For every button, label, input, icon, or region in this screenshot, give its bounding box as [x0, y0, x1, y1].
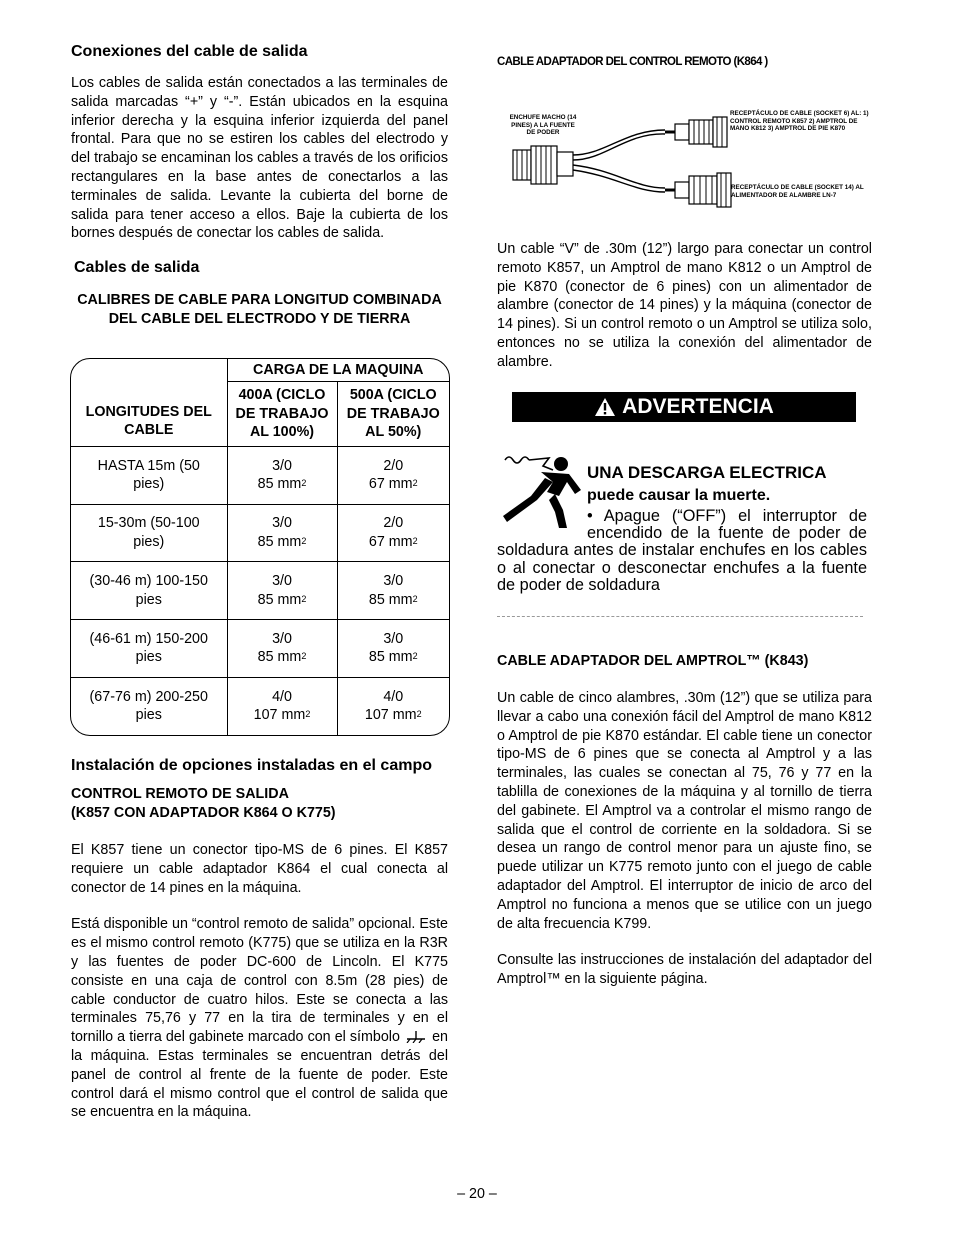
cell-mm: 85 mm	[368, 649, 413, 666]
paragraph-amptrol-adapter: Un cable de cinco alambres, .30m (12”) que se utiliza para llevar a cabo una conexión fácil del Amptrol de mano K812 o Amptrol de pie K870 estándar. El cable tiene un conector tipo-MS de 6 pines que se conecta al Amptrol y a las terminales, las cuales se conectan al 75, 76 y 77 en la tablilla de conexiones de la máquina y al tornillo de tierra del gabinete. El Amptrol va a controlar el mismo rango de salida que el control de corriente en la soldadora. Si se desea un rango de control menor para un ajuste fino, se puede utilizar un K775 remoto junto con el juego de cable adaptador del Amptrol. El interruptor de inicio de arco del Amptrol no funciona a menos que se utilice con un juego de alta frecuencia K799.	[497, 690, 872, 932]
paragraph-k857: El K857 tiene un conector tipo-MS de 6 pines. El K857 requiere un cable adaptador K864 el cual conecta al conector de 14 pines en la máquina.	[71, 842, 448, 896]
cell-mm: 85 mm	[257, 649, 302, 666]
diagram-title: CABLE ADAPTADOR DEL CONTROL REMOTO (K864 )	[497, 56, 768, 68]
paragraph-k775	[71, 915, 448, 1122]
table-row	[71, 620, 449, 678]
section-title-field-options: Instalación de opciones instaladas en el campo	[71, 757, 432, 774]
left-column	[71, 40, 448, 329]
warning-subheading: puede causar la muerte.	[587, 487, 771, 504]
table-header-cable-length	[71, 359, 227, 447]
superscript: 2	[412, 536, 418, 547]
cell-length	[71, 620, 227, 678]
paragraph-output-cable-connections: Los cables de salida están conectados a las terminales de salida marcadas “+” y “-”. Están ubicados en la esquina inferior derecha y la esquina inferior izquierda del panel frontal. Para que no se estiren los cables del electrodo y del trabajo se encaminan los cables a través de los orificios rectangulares en la base antes de conectarlos a las terminales de salida. Levante la cubierta del borne de salida para tener acceso a ellos. Baje la cubierta de los bornes después de conectar los cables de salida.	[71, 75, 448, 242]
subtitle-k857-adapter: (K857 CON ADAPTADOR K864 O K775)	[71, 805, 336, 821]
superscript: 2	[301, 651, 307, 662]
cell-length-text: (30-46 m) 100-150 pies	[89, 573, 208, 608]
table-header-machine-load: CARGA DE LA MAQUINA	[227, 359, 449, 382]
section-title-output-cables: Cables de salida	[74, 259, 200, 277]
cell-mm: 85 mm	[257, 591, 302, 608]
cell-mm: 67 mm	[368, 534, 413, 551]
label-socket-14: RECEPTÁCULO DE CABLE (SOCKET 14) AL ALIMENTADOR DE ALAMBRE LN-7	[731, 184, 864, 199]
cell-mm: 85 mm	[368, 591, 413, 608]
warning-bullet-text: • Apague (“OFF”) el interruptor de encendido de la fuente de poder de soldadura antes de instalar enchufes en los cables o al conectar o desconectar enchufes a la fuente de poder de soldadura	[497, 507, 867, 594]
k864-adapter-diagram	[505, 100, 875, 220]
cable-size-table-frame	[70, 358, 450, 736]
superscript: 2	[301, 478, 307, 489]
cell-mm: 85 mm	[257, 476, 302, 493]
warning-bullet	[497, 508, 867, 594]
cell-500a	[337, 620, 449, 678]
cell-length	[71, 447, 227, 505]
right-column-amptrol	[497, 652, 872, 989]
cell-gauge: 2/0	[383, 515, 404, 532]
cell-mm: 85 mm	[257, 534, 302, 551]
cell-length-text: (46-61 m) 150-200 pies	[89, 630, 208, 666]
cell-gauge: 4/0	[383, 688, 404, 705]
superscript: 2	[416, 709, 422, 720]
divider	[497, 616, 863, 617]
table-header-500a: 500A (CICLO DE TRABAJO AL 50%)	[337, 382, 449, 447]
table-row	[71, 562, 449, 620]
superscript: 2	[305, 709, 311, 720]
cable-size-table	[71, 359, 449, 735]
cell-400a	[227, 677, 337, 735]
warning-heading: UNA DESCARGA ELECTRICA	[587, 463, 827, 482]
right-column-vcable	[497, 240, 872, 372]
label-male-plug: ENCHUFE MACHO (14 PINES) A LA FUENTE DE PODER	[509, 114, 577, 136]
warning-banner-label: ADVERTENCIA	[622, 395, 774, 418]
table-row	[71, 447, 449, 505]
cell-gauge: 3/0	[272, 515, 292, 532]
cell-500a	[337, 504, 449, 562]
page-number: – 20 –	[457, 1186, 497, 1202]
table-caption: CALIBRES DE CABLE PARA LONGITUD COMBINADA DEL CABLE DEL ELECTRODO Y DE TIERRA	[77, 292, 442, 328]
cell-gauge: 3/0	[272, 457, 292, 474]
superscript: 2	[412, 651, 418, 662]
label-socket-6: RECEPTÁCULO DE CABLE (SOCKET 6) AL: 1) CONTROL REMOTO K857 2) AMPTROL DE MANO K812 3) AMPTROL DE PIE K870	[730, 110, 869, 132]
male-plug-14-pin	[513, 146, 573, 184]
cell-gauge: 3/0	[272, 573, 292, 590]
superscript: 2	[412, 593, 418, 604]
paragraph-k775-part1: Está disponible un “control remoto de salida” opcional. Este es el mismo control remoto (K775) que se utiliza en la R3R y las fuentes de poder DC-600 de Lincoln. El K775 consiste en una caja de control con 8.5m (28 pies) de cable conductor de cuatro hilos. Este se conecta a las terminales 75,76 y 77 en la tira de terminales y en el tornillo a tierra del gabinete marcado con el símbolo	[71, 916, 448, 1046]
cell-500a	[337, 447, 449, 505]
table-header-cable-length-label: LONGITUDES DEL CABLE	[85, 403, 212, 439]
socket-6-pin	[675, 117, 727, 147]
cell-mm: 67 mm	[368, 476, 413, 493]
cell-400a	[227, 504, 337, 562]
right-column	[497, 40, 872, 72]
superscript: 2	[412, 478, 418, 489]
cell-500a	[337, 677, 449, 735]
table-row	[71, 504, 449, 562]
cell-gauge: 2/0	[383, 457, 404, 474]
paragraph-k775-part2: en la máquina. Estas terminales se encuentran detrás del panel de control al frente de la fuente de poder. Este control dará el mismo control que el control de salida que se encuentra en la máquina.	[71, 1029, 449, 1121]
cell-gauge: 3/0	[383, 630, 404, 647]
warning-text-block	[497, 462, 867, 594]
cell-length	[71, 677, 227, 735]
section-title-output-cable-connections: Conexiones del cable de salida	[71, 43, 308, 60]
cell-gauge: 3/0	[272, 630, 292, 647]
left-column-lower	[71, 755, 448, 1122]
cell-length-text: HASTA 15m (50 pies)	[97, 457, 200, 493]
chassis-ground-icon	[404, 1029, 428, 1043]
warning-banner	[512, 392, 856, 422]
cell-length-text: (67-76 m) 200-250 pies	[89, 688, 208, 724]
warning-triangle-icon	[594, 397, 616, 417]
paragraph-v-cable: Un cable “V” de .30m (12”) largo para conectar un control remoto K857, un Amptrol de mano K812 o un Amptrol de pie K870 (conector de 6 pines) con un alimentador de alambre (conector de 14 pines) y la máquina (conector de 14 pines). Si un control remoto o un Amptrol se utiliza solo, entonces no se utiliza la conexión del alimentador de alambre.	[497, 241, 872, 370]
superscript: 2	[301, 536, 307, 547]
table-row	[71, 677, 449, 735]
cell-400a	[227, 562, 337, 620]
cell-500a	[337, 562, 449, 620]
paragraph-amptrol-instructions: Consulte las instrucciones de instalación del adaptador del Amptrol™ en la siguiente página.	[497, 952, 872, 988]
superscript: 2	[301, 593, 307, 604]
cell-400a	[227, 620, 337, 678]
socket-14-pin	[675, 173, 731, 207]
cell-mm: 107 mm	[253, 707, 306, 724]
cell-gauge: 3/0	[383, 573, 404, 590]
cell-length-text: 15-30m (50-100 pies)	[97, 515, 200, 551]
subtitle-remote-output-control: CONTROL REMOTO DE SALIDA	[71, 786, 289, 802]
cell-400a	[227, 447, 337, 505]
cell-length	[71, 504, 227, 562]
cell-gauge: 4/0	[272, 688, 292, 705]
section-title-amptrol-adapter: CABLE ADAPTADOR DEL AMPTROL™ (K843)	[497, 653, 809, 669]
table-header-400a: 400A (CICLO DE TRABAJO AL 100%)	[227, 382, 337, 447]
cell-mm: 107 mm	[364, 707, 417, 724]
cell-length	[71, 562, 227, 620]
